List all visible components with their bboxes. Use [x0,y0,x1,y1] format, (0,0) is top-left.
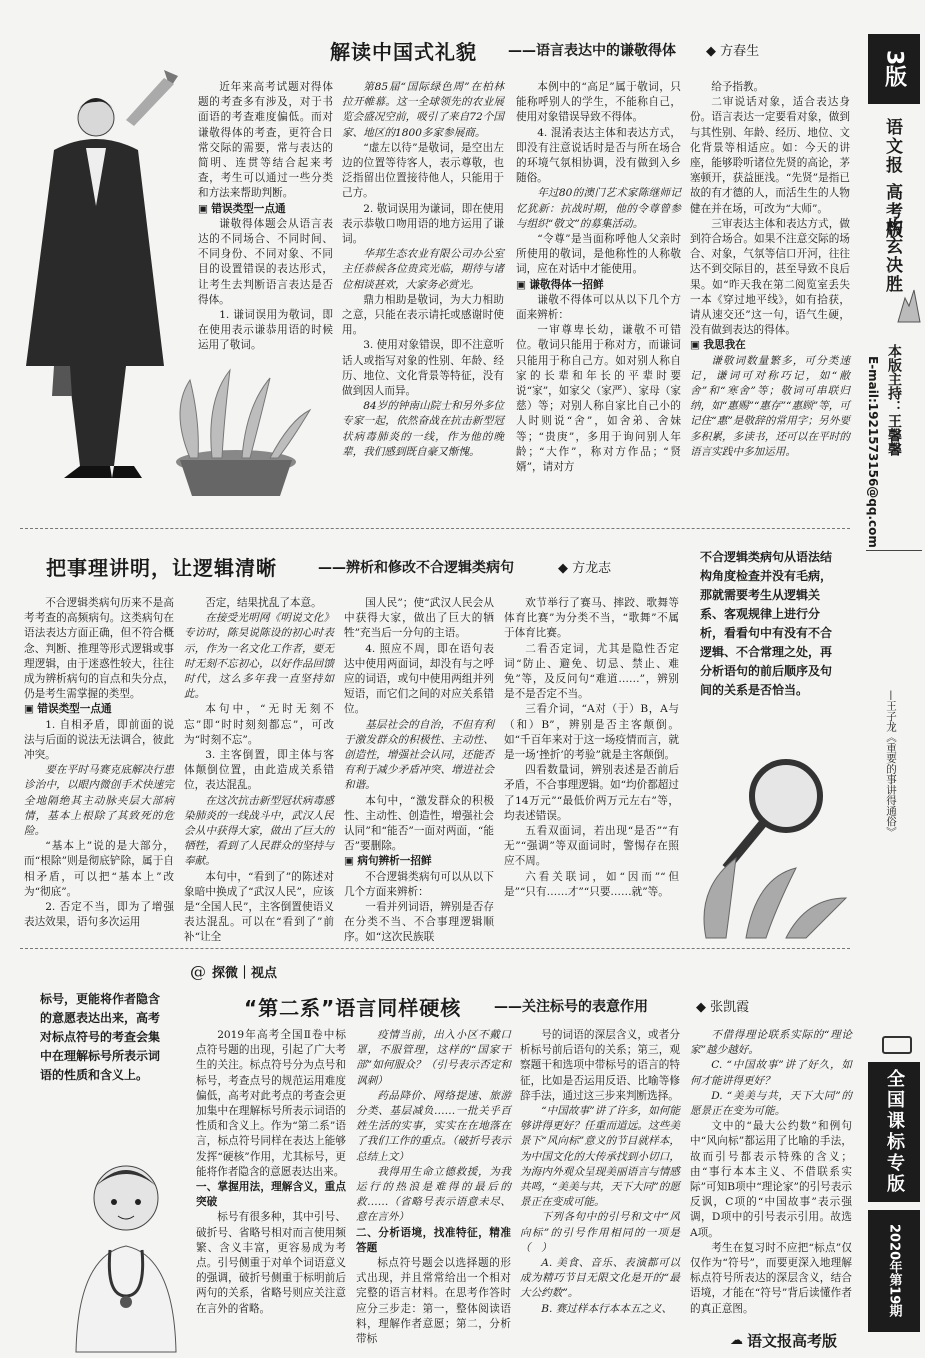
article1-col3-paragraph: 年过80的澳门艺术家陈继师记忆犹新：抗战时期，他的令尊曾参与组织“敬文”的募集活动。 [516,187,681,230]
article2-title: 把事理讲明，让逻辑清晰 [46,556,277,580]
issue-date-box [868,1210,920,1332]
article1-col2-paragraph: 2. 敬词误用为谦词，即在使用表示恭敬口吻用语的地方运用了谦词。 [342,202,504,246]
article2-col2-paragraph: 在接受光明网《明说文化》专访时，陈昊说陈设的初心时表示，作为一名文化工作者，要无时无刻不忘初心，以好作品回馈时代，这么多年我一直坚持如此。 [184,612,334,701]
article2-column-4 [504,596,679,932]
watermark [730,1330,837,1351]
article1-col1-paragraph: 谦敬得体题会从语言表达的不同场合、不同时间、不同身份、不同对象、不同目的设置错误的表达形式，让考生去判断语言表达是否得体。 [198,217,333,306]
article3-col3-paragraph: A. 美食、音乐、表演都可以成为精巧节目无限文化是开的“最大公约数”。 [520,1257,680,1300]
article3-callout: 标号，更能将作者隐含的意愿表达出来，高考对标点符号的考查会集中在理解标号所表示词语的性质和含义上。 [40,992,161,1082]
article3-author: ◆ 张凯霞 [696,1000,750,1015]
potted-plant-illustration [150,350,320,500]
article2-col1-paragraph: 不合逻辑类病句历来不是高考考查的高频病句。这类病句在语法表达方面正确，但不符合概念、判断、推理等形式逻辑或事理逻辑，由于迷惑性较大，往往成为辨析病句的盲点和失分点，仍是考生需掌握的类型。 [24,597,174,701]
article3-col3-paragraph: “中国故事”讲了许多，如何能够讲得更好？任重而道远。这些美景下“风向标”意义的节目就样本，为中国文化的大传承找到小切口，为海内外观众呈现美丽语言与情感共鸣，“美美与共，天下大同”的愿景正在变成可能。 [520,1105,680,1209]
section-divider-2 [20,948,850,949]
article1-col2-paragraph: 第85届“国际绿色周”在柏林拉开帷幕。这一全球领先的农业展览会盛况空前，吸引了来自72个国家、地区的1800多家参展商。 [342,81,504,139]
article2-col3-paragraph: 本句中，“激发群众的积极性、主动性、创造性，增强社会认同”和“能否”一面对两面，“能否”要删除。 [344,794,494,853]
article2-col1-paragraph: 1. 自相矛盾，即前面的说法与后面的说法无法调合，彼此冲突。 [24,718,174,762]
article3-col2-paragraph: 疫情当前，出入小区不戴口罩，不服管理，这样的“国家干部”如何服众？（引号表示否定和讽刺） [356,1029,511,1087]
article2-column-2 [184,596,334,944]
article1-col4-paragraph: 谦敬词数量繁多，可分类速记，谦词可对称巧记，如“敝舍”和“寒舍”等；敬词可串联归纳，如“惠赐”“惠存”“惠顾”等，可记住“惠”是敬辞的常用字；另外要多积累，多读书，还可以在平时的语言实践中多加运用。 [690,354,850,458]
article2-column-3 [344,596,494,944]
article2-callout: 不合逻辑类病句从语法结构角度检查并没有毛病，那就需要考生从逻辑关系、客观规律上进行分析，看看句中有没有不合逻辑、不合常理之处，再分析语句的前后顺序及句间的关系是否恰当。 [700,550,833,697]
article1-column-4 [690,80,850,510]
article3-col4-paragraph: C. “中国故事”讲了好久，如何才能讲得更好？ [690,1059,852,1087]
article1-column-3 [516,80,681,510]
article1-column-2 [342,80,504,490]
article2-col1-paragraph: 2. 否定不当，即为了增强表达效果，语句多次运用 [24,901,174,929]
magnifier-plant-illustration [686,748,856,948]
article3-title: “第二系”语言同样硬核 [244,996,462,1020]
sidebar-quote: —王子龙《重要的事讲得通俗》 [885,690,897,837]
article1-col1-paragraph: ▣ 错误类型一点通 [198,202,333,217]
column-tag [190,962,277,981]
article1-col3-paragraph: 4. 混淆表达主体和表达方式，即没有注意说话时是否与所在场合的环境气氛相协调，没有做到入乡随俗。 [516,126,681,185]
article3-col3-paragraph: B. 赛过样本行本本五之义、 [541,1302,673,1315]
article3-column-4 [690,1028,852,1318]
article2-col2-paragraph: 本句中，“看到了”的陈述对象暗中换成了“武汉人民”，应该是“全国人民”，主客倒置使语义表达混乱。可以在“看到了”前补“让全 [184,870,334,944]
contact-email[interactable]: E-mail:1921573156@qq.com [866,356,880,548]
article2-col2-paragraph: 本句中，“无时无刻不忘”即“时时刻刻都忘”，可改为“时刻不忘”。 [184,703,334,746]
article1-col3-paragraph: 本例中的“高足”属于敬词，只能称呼别人的学生，不能称自己，使用对象错误导致不得体。 [516,81,681,124]
article1-col2-paragraph: 鼎力相助是敬词，为大力相助之意，只能在表示请托或感谢时使用。 [342,293,504,337]
article1-column-1 [198,80,333,350]
article1-col2-paragraph: 84岁的钟南山院士和另外多位专家一起，依然奋战在抗击新型冠状病毒肺炎的一线，作为他的晚辈，我们感到既自豪又惭愧。 [342,400,504,458]
article1-col3-paragraph: ▣ 谦敬得体一招鲜 [516,278,681,293]
paper-name: 语文报 高考版 [882,118,902,240]
mountain-icon [896,284,922,324]
article3-column-1 [196,1028,346,1328]
article2-col4-paragraph: 四看数量词，辨别表述是否前后矛盾，不合事理逻辑。如“均价都超过了14万元”“最低价两万元左右”等，均表述错误。 [504,764,679,822]
article3-col4-paragraph: 考生在复习时不应把“标点”仅仅作为“符号”，而要更深入地理解标点符号所表达的深层含义，结合语境，才能在“符号”背后读懂作者的真正意图。 [690,1241,852,1315]
article3-col3-paragraph: 号的词语的深层含义，或者分析标号前后语句的关系；第三，观察题干和选项中带标号的语言的特征，比如是否运用反语、比喻等修辞手法，通过这三步来判断选择。 [520,1029,680,1102]
article3-col1-paragraph: 2019年高考全国Ⅱ卷中标点符号题的出现，引起了广大考生的关注。标点符号分为点号和标号，考查点号的规范运用难度偏低，高考对此考点的考查会更加集中在理解标号所表示词语的性质和含义上。作为“第二系”语言，标点符号同样在表达上能够发挥“硬核”作用，尤其标号，更能将作者隐含的意愿表达出来。 [196,1029,346,1178]
article3-col3-paragraph: 下列各句中的引号和文中“风向标”的引号作用相同的一项是（ ） [520,1211,680,1254]
article2-col4-paragraph: 二看否定词，尤其是隐性否定词“防止、避免、切忌、禁止、难免”等，及反问句“难道……”，辨别是不是否定不当。 [504,642,679,701]
article2-col4-paragraph: 六看关联词，如“因而”“但是”“只有……才”“只要……就”等。 [504,870,679,898]
article2-col4-paragraph: 三看介词，“A对（于）B，A与（和）B”，辨别是否主客颠倒。如“千百年来对于这一场疫情而言，就是一场‘挫折’的考验”就是主客颠倒。 [504,703,679,762]
column-name: 构玄决胜 [882,218,902,294]
article3-column-2 [356,1028,511,1346]
article2-col3-paragraph: 国人民”；使“武汉人民会从中获得大家，做出了巨大的牺牲”充当后一分句的主语。 [344,597,494,640]
article1-col3-paragraph: 一审尊卑长幼，谦敬不可错位。敬词只能用于称对方，而谦词只能用于称自己方。如对别人称自家的长辈和年长的平辈时要说“家”，如家父（家严）、家母（家慈）等；对别人称自家比自己小的人时则说“舍”，如舍弟、舍妹等；“贵庚”，多用于询问别人年龄；“大作”，称对方作品；“贤婿”，请对方 [516,324,681,474]
article1-col2-paragraph: “虚左以待”是敬词，是空出左边的位置等待客人，表示尊敬，也泛指留出位置接待他人，只能用于己方。 [342,141,504,200]
watermark-text: 语文报高考版 [747,1332,838,1350]
article2-col3-paragraph: 4. 照应不周，即在语句表达中使用两面词，却没有与之呼应的词语，或句中使用两组并列短语，而它们之间的对应关系错位。 [344,642,494,716]
article3-col4-paragraph: D. “美美与共，天下大同”的愿景正在变为可能。 [690,1089,852,1118]
doctor-cartoon-illustration [56,1146,196,1352]
article1-author: ◆ 方春生 [706,44,760,59]
article2-col3-paragraph: 基层社会的自治，不但有利于激发群众的积极性、主动性、创造性，增强社会认同，还能否有利于减少矛盾冲突、增进社会和谐。 [344,718,494,792]
edition-title-box [868,1062,920,1202]
article1-title: 解读中国式礼貌 [330,40,477,64]
article2-col3-paragraph: 不合逻辑类病句可以从以下几个方面来辨析： [344,870,494,898]
article3-col1-paragraph: 一、掌握用法，理解含义，重点突破 [196,1181,346,1209]
column-tag-text: 探微｜视点 [212,966,278,981]
article1-col3-paragraph: 谦敬不得体可以从以下几个方面来辨析： [516,293,681,322]
article1-col2-paragraph: 3. 使用对象错误，即不注意听话人或指写对象的性别、年龄、经历、地位、文化背景等特征，没有做到因人而异。 [342,339,504,398]
wechat-icon: ☁ [730,1333,743,1348]
article1-col2-paragraph: 华邦生态农业有限公司办公室主任恭候各位贵宾光临，期待与诸位相谈甚欢，大家务必赏光。 [342,248,504,291]
article3-col4-paragraph: 文中的“最大公约数”和例句中“风向标”都运用了比喻的手法，故而引号都表示特殊的含义；由“事行本本主义、不借联系实际”可知B项中“理论家”的引号表示反讽，C项的“中国故事”表示强调，D项中的引号表示引用。故选A项。 [690,1120,852,1239]
article2-col1-paragraph: ▣ 错误类型一点通 [24,702,174,717]
article1-col1-paragraph: 1. 谦词误用为敬词，即在使用表示谦恭用语的时候运用了敬词。 [198,309,333,352]
article3-col2-paragraph: 我得用生命立德救援，为我运行的热浪是难得的最后的救……（省略号表示语意未尽、意在言外） [356,1165,511,1224]
article1-col4-paragraph: 二审说话对象，适合表达身份。语言表达一定要看对象，做到与其性别、年龄、经历、地位、文化背景等相适应。如：今天的讲座，能够聆听诸位先贤的高论，茅塞顿开，获益匪浅。“先贤”是指已故的有才德的人，而活生生的人物健在并在场，可改为“大师”。 [690,96,850,215]
article2-col3-paragraph: ▣ 病句辨析一招鲜 [344,854,494,869]
article2-col2-paragraph: 在这次抗击新型冠状病毒感染肺炎的一线战斗中，武汉人民会从中获得大家，做出了巨大的牺牲，看到了人民群众的坚持与奉献。 [184,794,334,868]
article3-col1-paragraph: 标号有很多种，其中引号、破折号、省略号相对而言使用频繁、含义丰富，更容易成为考点。引号侧重于对单个词语意义的强调，破折号侧重于标明前后两句的关系，省略号则应关注意在言外的省略。 [196,1211,346,1315]
section-divider-1 [20,528,850,529]
page-number: 3版 [881,50,907,88]
edition-title: 全国课标专版 [884,1069,905,1195]
article1-subtitle: ——语言表达中的谦敬得体 [508,43,676,59]
article1-col4-paragraph: 三审表达主体和表达方式，做到符合场合。如果不注意交际的场合、对象，气氛等信口开河，往往达不到交际目的，甚至导致不良后果。如“昨天我在第二阅览室丢失一本《穿过地平线》，如有拾获，请从速交还”这一句，语气生硬，没有做到表达的得体。 [690,217,850,337]
issue-date: 2020年第19期 [886,1224,902,1318]
editor-line: 本版主持：王馨馨 [886,344,902,456]
article3-col2-paragraph: 二、分析语境，找准特征，精准答题 [356,1226,511,1254]
page-number-box [868,34,920,104]
article1-col1-paragraph: 近年来高考试题对得体题的考查多有涉及，对于书面语的考查难度偏低。而对谦敬得体的考查，更符合日常交际的需要，常与表达的简明、连贯等结合起来考查，考生可以通过一些分类和方法来帮助判断。 [198,81,333,200]
article1-col4-paragraph: ▣ 我思我在 [690,338,850,353]
article2-col3-paragraph: 一看并列词语，辨别是否存在分类不当、不合事理逻辑顺序。如“这次民族联 [344,901,494,944]
article2-col4-paragraph: 五看双面词，若出现“是否”“有无”“强调”等双面词时，警惕存在照应不周。 [504,825,679,868]
article2-subtitle: ——辨析和修改不合逻辑类病句 [318,560,514,576]
article2-col2-paragraph: 3. 主客倒置，即主体与客体颠倒位置，由此造成关系错位，表达混乱。 [184,749,334,792]
article1-col3-paragraph: “令尊”是当面称呼他人父亲时所使用的敬词，是他称性的人称敬词，应在对话中才能使用。 [516,233,681,276]
edition-sidebar [862,0,925,1358]
article2-col4-paragraph: 欢节举行了赛马、摔跤、歌舞等体育比赛”为分类不当，“歌舞”不属于体育比赛。 [504,597,679,640]
article2-author: ◆ 方龙志 [558,561,612,576]
article1-col4-paragraph: 给予指教。 [711,81,765,93]
spiral-icon: @ [190,962,206,981]
article2-col1-paragraph: 要在平时马赛克底解决行患诊治中，以眼内微创手术快速完全地隔绝其主动脉夹层大部病情，基本上根除了其致死的危险。 [24,764,174,838]
article3-subtitle: ——关注标号的表意作用 [494,999,648,1015]
article3-col2-paragraph: 药品降价、网络提速、旅游分类、基层减负……一批关乎百姓生活的实事，实实在在地落在了我们工作的重点。（破折号表示总结上文） [356,1089,511,1163]
article3-column-3 [520,1028,680,1328]
article3-col2-paragraph: 标点符号题会以选择题的形式出现，并且常常给出一个相对完整的语言材料。在思考作答时应分三步走：第一，整体阅读语料，理解作者意愿；第二，分析带标 [356,1257,511,1346]
article2-column-1 [24,596,174,932]
article3-col4-paragraph: 不借得理论联系实际的“理论家”越少越好。 [690,1029,852,1057]
article2-col2-paragraph: 否定，结果扰乱了本意。 [205,597,322,609]
article2-col1-paragraph: “基本上”说的是大部分，而“根除”则是彻底铲除，属于自相矛盾，可以把“基本上”改为“彻底”。 [24,840,174,898]
sidebar-spiral-icon [882,1036,912,1054]
